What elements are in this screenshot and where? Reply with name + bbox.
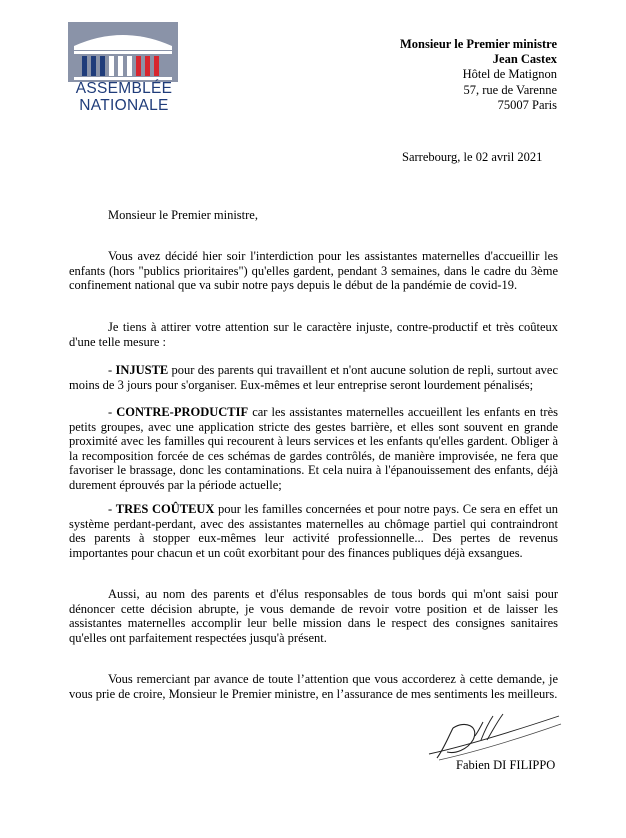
logo-columns (82, 56, 159, 76)
contre-label: CONTRE-PRODUCTIF (116, 405, 249, 419)
injuste-label: INJUSTE (115, 363, 169, 377)
contre-dash: - (108, 405, 117, 419)
paragraph-attention: Je tiens à attirer votre attention sur le caractère injuste, contre-productif et très coûteux d'une telle mesure : (69, 320, 558, 349)
paragraph-injuste (69, 363, 558, 392)
signatory-name: Fabien DI FILIPPO (456, 758, 556, 772)
couteux-label: TRES COÛTEUX (115, 502, 215, 516)
injuste-dash: - (108, 363, 116, 377)
recipient-line3: Hôtel de Matignon (462, 67, 557, 82)
paragraph-couteux (69, 502, 558, 560)
paragraph-decision: Vous avez décidé hier soir l'interdiction pour les assistantes maternelles d'accueillir les enfants (hors "publics prioritaires") qu'elles gardent, pendant 3 semaines, dans le cadre du 3ème confinement national que va subir notre pays depuis le début de la pandémie de covid-19. (69, 249, 558, 293)
logo-line2: NATIONALE (79, 97, 169, 114)
paragraph-request: Aussi, au nom des parents et d'élus responsables de tous bords qui m'ont saisi pour dénoncer cette décision abrupte, je vous demande de revoir votre position et de laisser les assistantes maternelles accomplir leur belle mission dans le respect des consignes sanitaires qu'elles ont parfaitement respectées jusqu'à présent. (69, 587, 558, 645)
injuste-text: pour des parents qui travaillent et n'ont aucune solution de repli, surtout avec moins de 3 jours pour s'organiser. Eux-mêmes et leur entreprise seront lourdement pénalisés; (69, 363, 559, 392)
recipient-name: Jean Castex (492, 52, 557, 67)
logo-entablature (74, 51, 172, 54)
recipient-line4: 57, rue de Varenne (463, 82, 557, 97)
handwritten-signature (425, 706, 565, 764)
contre-text: car les assistantes maternelles accueillent les enfants en très petits groupes, avec une application stricte des gestes barrière, et elles sont souvent en grande proximité avec les familles qui recourent à leurs services et les enfants qu'elles gardent. Obliger à la recomposition forcée de ces schémas de gardes contrôlés, de manière improvisée, ne fera que favoriser le brassage, donc les contaminations. Et cela nuira à l'épanouissement des enfants, déjà durement éprouvés par la période actuelle; (69, 405, 558, 492)
paragraph-contre-productif (69, 405, 558, 493)
couteux-text: pour les familles concernées et pour notre pays. Ce sera en effet un système perdant-perdant, avec des assistantes maternelles au chômage partiel qui contraindront des parents à stopper eux-mêmes leur activité professionnelle... Des pertes de revenus importantes pour chacun et un coût exorbitant pour des finances publiques déjà exsangues. (69, 502, 558, 560)
recipient-address (400, 37, 557, 113)
logo-line1: ASSEMBLÉE (75, 80, 173, 97)
couteux-dash: - (108, 502, 116, 516)
letter-date: Sarrebourg, le 02 avril 2021 (402, 150, 543, 164)
salutation: Monsieur le Premier ministre, (108, 208, 258, 222)
logo-text (68, 80, 180, 114)
recipient-line5: 75007 Paris (497, 97, 557, 112)
paragraph-closing: Vous remerciant par avance de toute l’attention que vous accorderez à cette demande, je vous prie de croire, Monsieur le Premier ministre, en l’assurance de mes sentiments les meilleurs. (69, 672, 558, 701)
recipient-title: Monsieur le Premier ministre (399, 37, 557, 51)
